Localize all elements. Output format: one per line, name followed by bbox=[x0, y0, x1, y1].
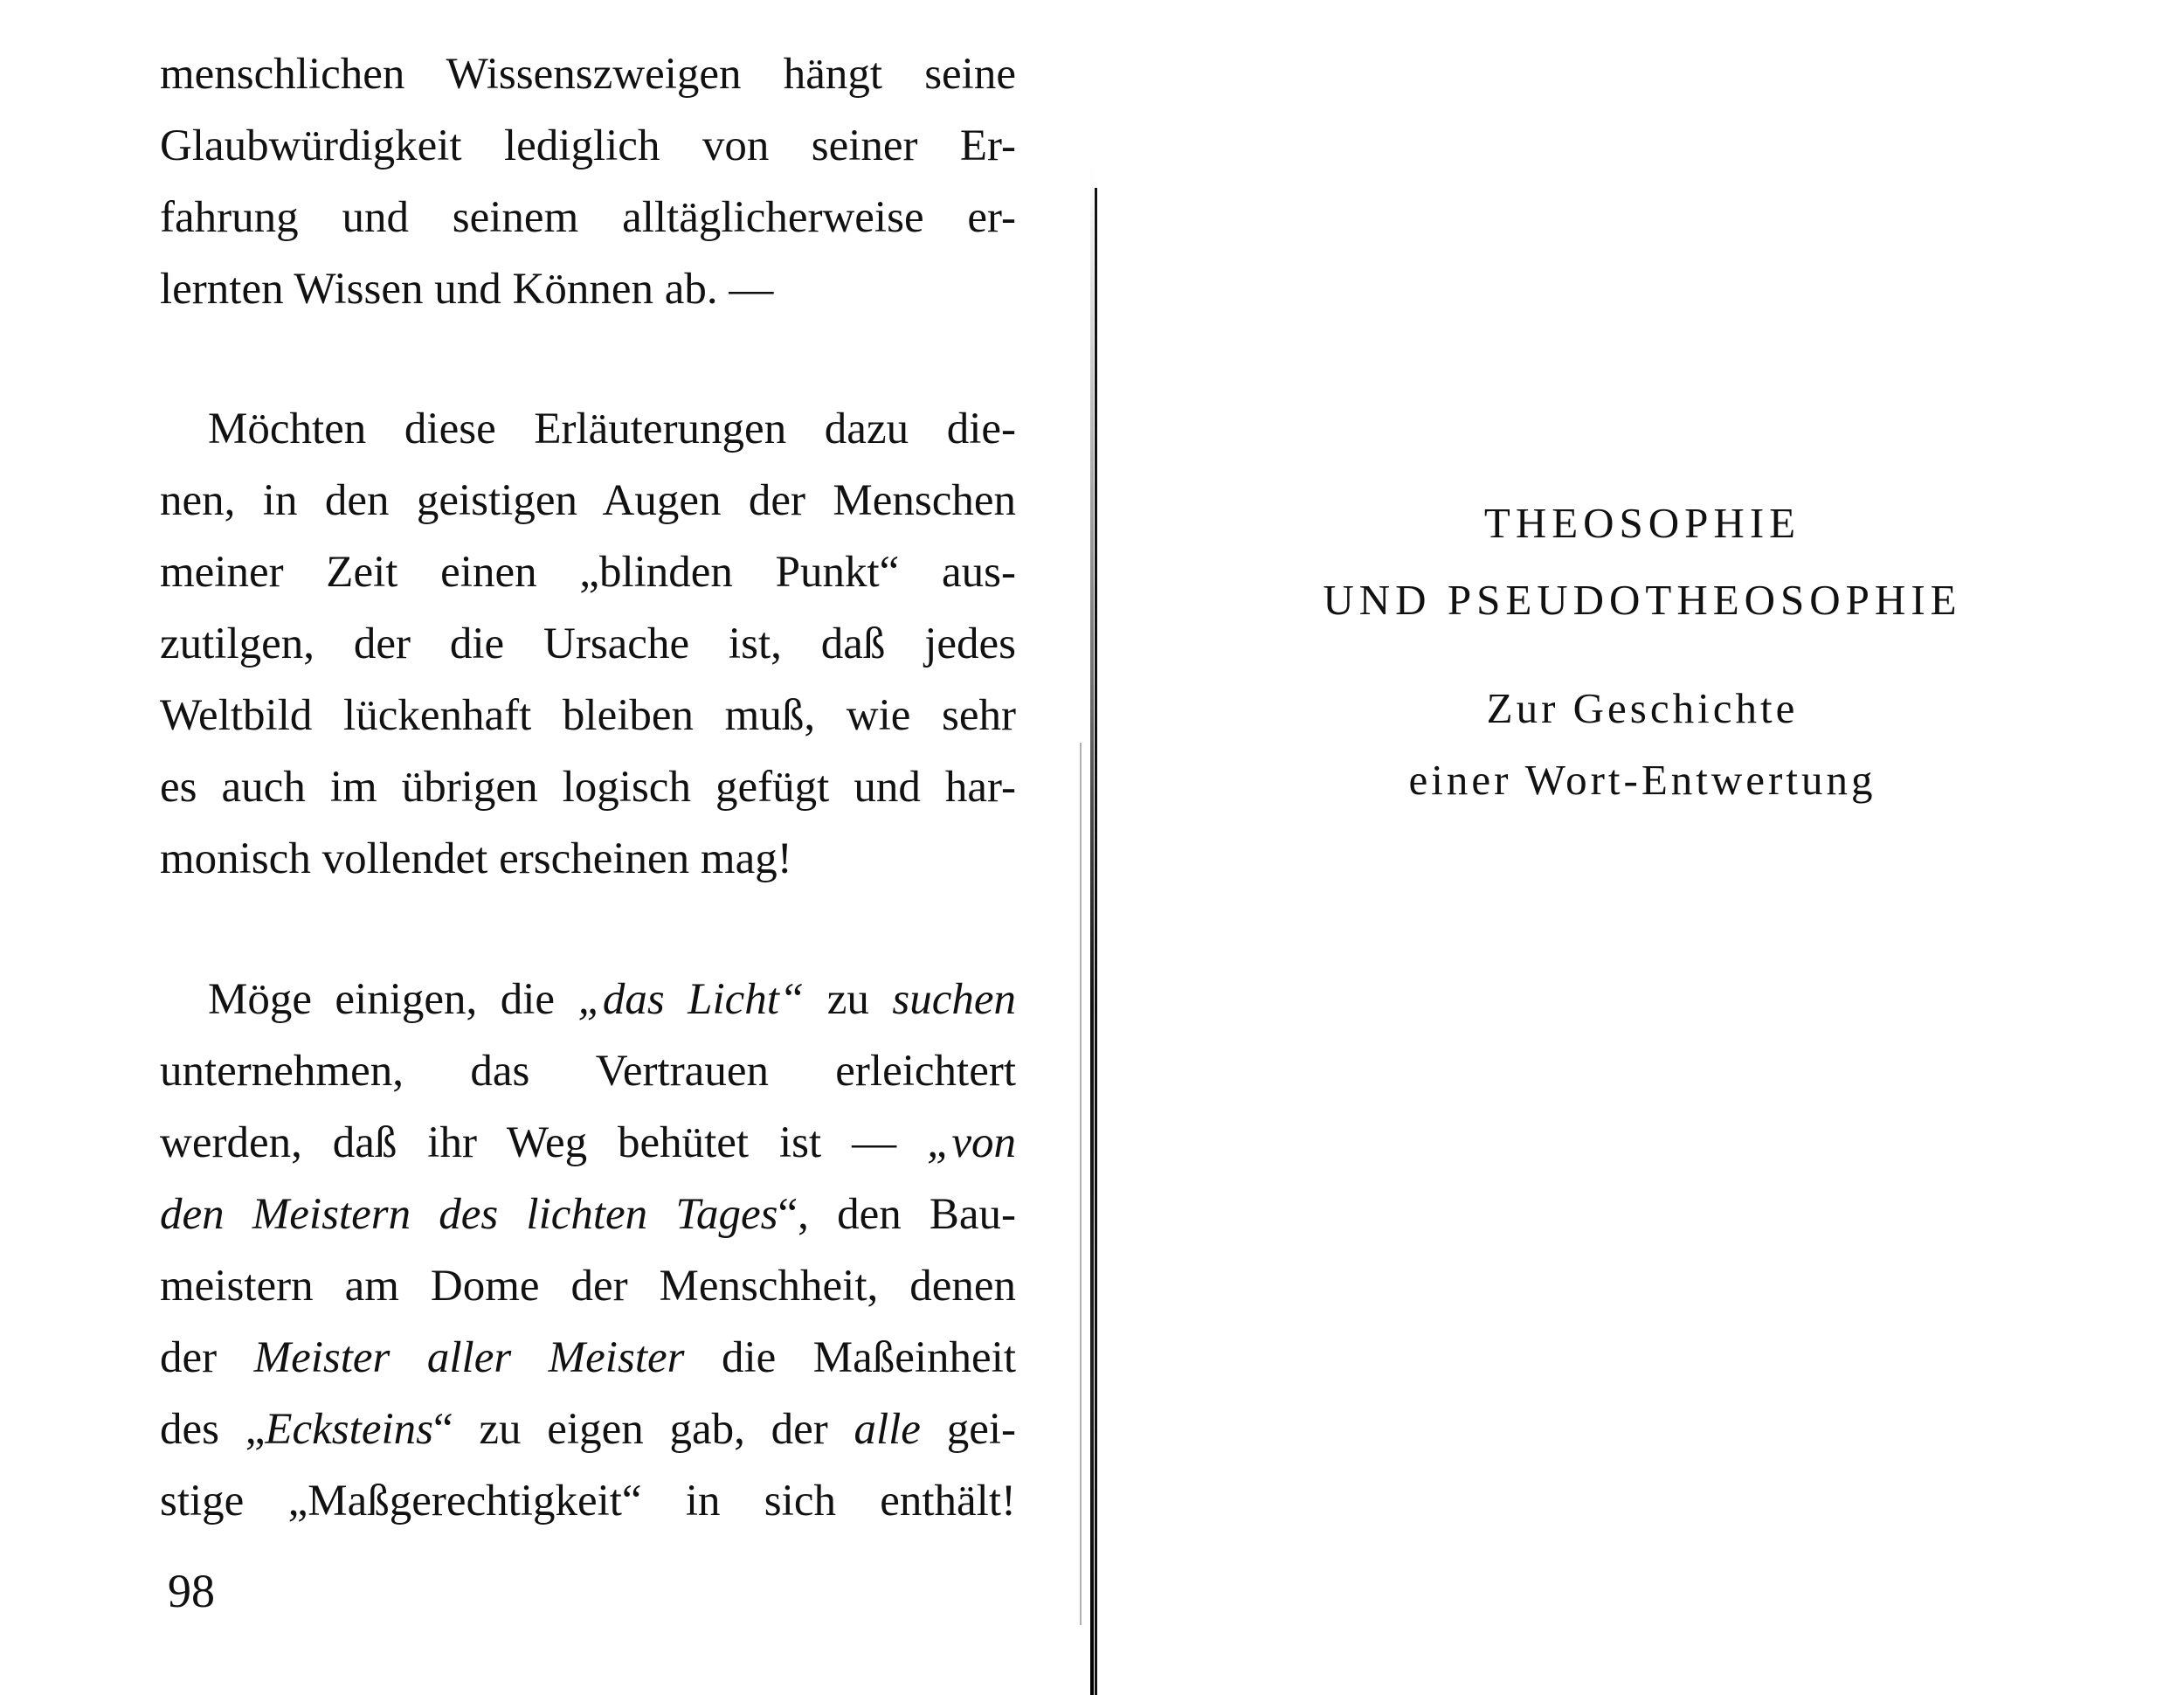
text-run: zu bbox=[804, 975, 893, 1024]
text-line: Glaubwürdigkeit lediglich von seiner Er- bbox=[160, 121, 1016, 170]
right-page bbox=[1101, 0, 2184, 1695]
italic-run: Meister aller Meister bbox=[253, 1333, 685, 1382]
title-line: UND PSEUDOTHEOSOPHIE bbox=[1323, 576, 1962, 624]
text-run: gei- bbox=[920, 1405, 1016, 1454]
text-line: Weltbild lückenhaft bleiben muß, wie sehr bbox=[160, 691, 1016, 740]
text-run: des „ bbox=[160, 1405, 266, 1454]
text-line bbox=[160, 1179, 1016, 1250]
text-line: zutilgen, der die Ursache ist, daß jedes bbox=[160, 619, 1016, 668]
text-run: “, den Bau- bbox=[778, 1190, 1016, 1239]
subtitle-line: Zur Geschichte bbox=[1486, 684, 1799, 732]
title-line: THEOSOPHIE bbox=[1483, 499, 1801, 547]
text-line: meiner Zeit einen „blinden Punkt“ aus- bbox=[160, 548, 1016, 597]
italic-run: Ecksteins bbox=[265, 1405, 433, 1454]
gutter-shadow bbox=[1080, 743, 1082, 1625]
text-line: nen, in den geistigen Augen der Menschen bbox=[160, 476, 1016, 525]
page-number: 98 bbox=[168, 1565, 215, 1617]
paragraph-2 bbox=[160, 393, 1016, 895]
text-run: “ zu eigen gab, der bbox=[432, 1405, 854, 1454]
text-run: werden, daß ihr Weg behütet ist — bbox=[160, 1118, 927, 1167]
left-page bbox=[0, 0, 1075, 1695]
subtitle-line: einer Wort-Entwertung bbox=[1408, 756, 1876, 804]
chapter-title bbox=[1101, 485, 2184, 639]
gutter-edge bbox=[1090, 166, 1094, 1695]
text-line: unternehmen, das Vertrauen erleichtert bbox=[160, 1047, 1016, 1096]
italic-run: „das Licht“ bbox=[577, 975, 805, 1024]
text-line bbox=[160, 1107, 1016, 1179]
text-line bbox=[160, 1322, 1016, 1394]
text-run: die Maßeinheit bbox=[684, 1333, 1016, 1382]
italic-run: alle bbox=[854, 1405, 921, 1454]
text-run: der bbox=[160, 1333, 254, 1382]
text-line: monisch vollendet erscheinen mag! bbox=[160, 834, 792, 883]
italic-run: „von bbox=[927, 1118, 1016, 1167]
text-line: stige „Maßgerechtigkeit“ in sich enthält! bbox=[160, 1477, 1016, 1526]
book-spine-line bbox=[1095, 188, 1097, 1695]
paragraph-3 bbox=[160, 964, 1016, 1537]
text-line bbox=[160, 964, 1016, 1035]
paragraph-1 bbox=[160, 38, 1016, 325]
text-run: Möge einigen, die bbox=[208, 975, 578, 1024]
text-line bbox=[160, 1394, 1016, 1465]
text-line: meistern am Dome der Menschheit, denen bbox=[160, 1262, 1016, 1311]
chapter-subtitle bbox=[1101, 673, 2184, 816]
text-line: lernten Wissen und Können ab. — bbox=[160, 265, 774, 314]
text-line: es auch im übrigen logisch gefügt und har- bbox=[160, 763, 1016, 812]
text-line: Möchten diese Erläuterungen dazu die- bbox=[208, 405, 1016, 453]
italic-run: suchen bbox=[892, 975, 1016, 1024]
text-line: menschlichen Wissenszweigen hängt seine bbox=[160, 50, 1016, 99]
text-line: fahrung und seinem alltäglicherweise er- bbox=[160, 193, 1016, 242]
italic-run: den Meistern des lichten Tages bbox=[160, 1190, 778, 1239]
